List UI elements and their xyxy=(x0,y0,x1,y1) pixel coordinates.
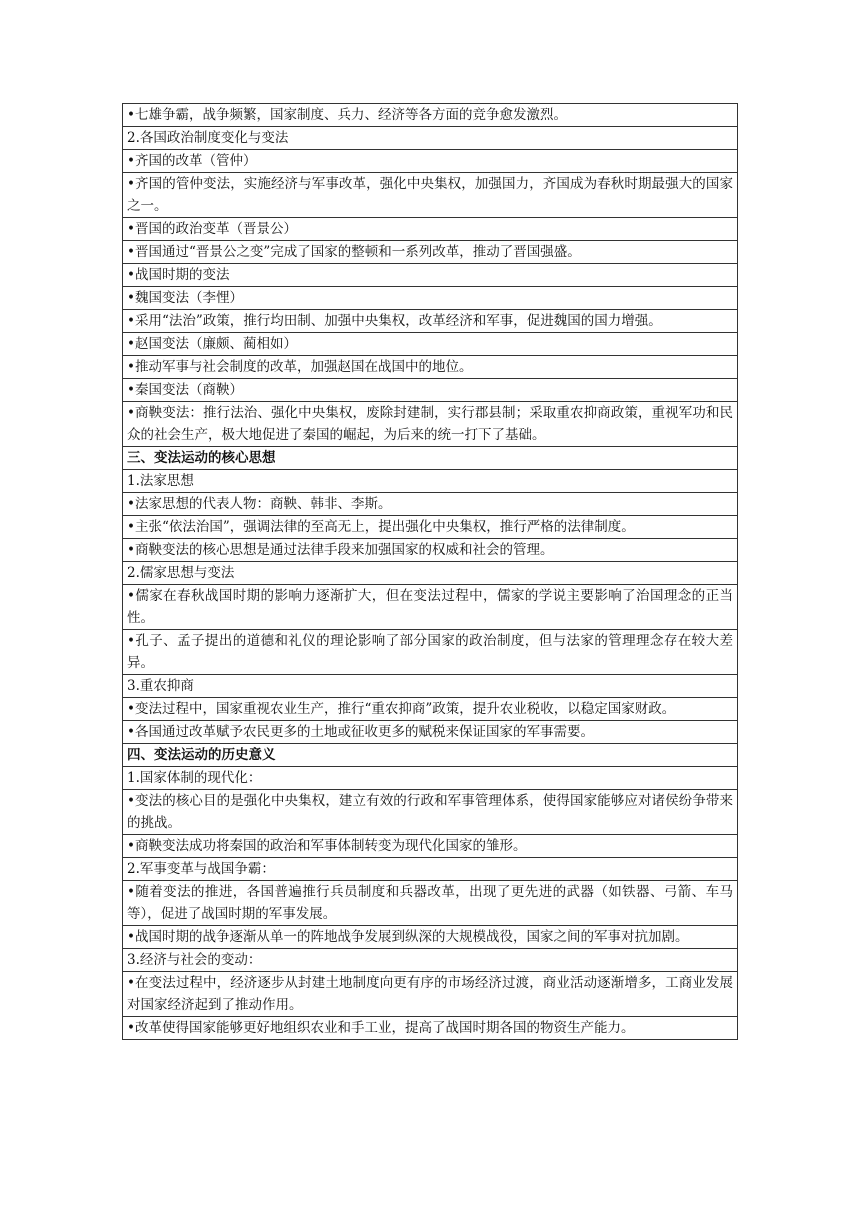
table-cell: •战国时期的变法 xyxy=(123,264,738,287)
table-cell: •晋国通过“晋景公之变”完成了国家的整顿和一系列改革，推动了晋国强盛。 xyxy=(123,241,738,264)
table-cell: •孔子、孟子提出的道德和礼仪的理论影响了部分国家的政治制度，但与法家的管理理念存在较大差异。 xyxy=(123,630,738,675)
table-row xyxy=(123,926,738,949)
table-row xyxy=(123,539,738,562)
table-row xyxy=(123,127,738,150)
table-cell: •晋国的政治变革（晋景公） xyxy=(123,218,738,241)
table-cell: •在变法过程中，经济逐步从封建土地制度向更有序的市场经济过渡，商业活动逐渐增多，工商业发展对国家经济起到了推动作用。 xyxy=(123,972,738,1017)
table-row xyxy=(123,310,738,333)
table-cell: •魏国变法（李悝） xyxy=(123,287,738,310)
table-row xyxy=(123,447,738,470)
table-row xyxy=(123,675,738,698)
table-cell: 2.各国政治制度变化与变法 xyxy=(123,127,738,150)
table-cell: •赵国变法（廉颇、蔺相如） xyxy=(123,333,738,356)
table-cell: •儒家在春秋战国时期的影响力逐渐扩大，但在变法过程中，儒家的学说主要影响了治国理念的正当性。 xyxy=(123,585,738,630)
table-cell: •各国通过改革赋予农民更多的土地或征收更多的赋税来保证国家的军事需要。 xyxy=(123,721,738,744)
table-row xyxy=(123,379,738,402)
table-row xyxy=(123,767,738,790)
table-row xyxy=(123,173,738,218)
table-row xyxy=(123,835,738,858)
table-cell: 2.军事变革与战国争霸： xyxy=(123,858,738,881)
table-cell: •采用“法治”政策，推行均田制、加强中央集权，改革经济和军事，促进魏国的国力增强。 xyxy=(123,310,738,333)
table-cell: •随着变法的推进，各国普遍推行兵员制度和兵器改革，出现了更先进的武器（如铁器、弓箭、车马等），促进了战国时期的军事发展。 xyxy=(123,881,738,926)
table-row xyxy=(123,790,738,835)
table-cell: •变法过程中，国家重视农业生产，推行“重农抑商”政策，提升农业税收，以稳定国家财政。 xyxy=(123,698,738,721)
content-table xyxy=(122,103,738,1040)
table-cell: •主张“依法治国”，强调法律的至高无上，提出强化中央集权，推行严格的法律制度。 xyxy=(123,516,738,539)
table-row xyxy=(123,562,738,585)
table-cell: •法家思想的代表人物：商鞅、韩非、李斯。 xyxy=(123,493,738,516)
table-row xyxy=(123,150,738,173)
table-cell: 3.重农抑商 xyxy=(123,675,738,698)
table-row xyxy=(123,333,738,356)
table-row xyxy=(123,881,738,926)
table-row xyxy=(123,630,738,675)
table-row xyxy=(123,1017,738,1040)
table-cell: •商鞅变法：推行法治、强化中央集权，废除封建制，实行郡县制；采取重农抑商政策，重视军功和民众的社会生产，极大地促进了秦国的崛起，为后来的统一打下了基础。 xyxy=(123,402,738,447)
table-cell: •齐国的管仲变法，实施经济与军事改革，强化中央集权，加强国力，齐国成为春秋时期最强大的国家之一。 xyxy=(123,173,738,218)
table-cell: 1.国家体制的现代化： xyxy=(123,767,738,790)
table-row xyxy=(123,721,738,744)
table-row xyxy=(123,218,738,241)
table-row xyxy=(123,516,738,539)
table-cell: •战国时期的战争逐渐从单一的阵地战争发展到纵深的大规模战役，国家之间的军事对抗加剧。 xyxy=(123,926,738,949)
table-cell: •改革使得国家能够更好地组织农业和手工业，提高了战国时期各国的物资生产能力。 xyxy=(123,1017,738,1040)
table-row xyxy=(123,402,738,447)
table-cell: •秦国变法（商鞅） xyxy=(123,379,738,402)
table-row xyxy=(123,858,738,881)
table-cell: 1.法家思想 xyxy=(123,470,738,493)
table-row xyxy=(123,470,738,493)
section-heading: 三、变法运动的核心思想 xyxy=(123,447,738,470)
table-row xyxy=(123,287,738,310)
table-cell: •商鞅变法的核心思想是通过法律手段来加强国家的权威和社会的管理。 xyxy=(123,539,738,562)
table-row xyxy=(123,493,738,516)
table-row xyxy=(123,972,738,1017)
table-row xyxy=(123,698,738,721)
table-row xyxy=(123,744,738,767)
table-body xyxy=(123,104,738,1040)
table-cell: •推动军事与社会制度的改革，加强赵国在战国中的地位。 xyxy=(123,356,738,379)
table-cell: •商鞅变法成功将秦国的政治和军事体制转变为现代化国家的雏形。 xyxy=(123,835,738,858)
table-row xyxy=(123,264,738,287)
table-cell: 3.经济与社会的变动： xyxy=(123,949,738,972)
table-row xyxy=(123,241,738,264)
table-cell: 2.儒家思想与变法 xyxy=(123,562,738,585)
table-row xyxy=(123,104,738,127)
table-row xyxy=(123,356,738,379)
table-cell: •齐国的改革（管仲） xyxy=(123,150,738,173)
table-cell: •变法的核心目的是强化中央集权，建立有效的行政和军事管理体系，使得国家能够应对诸侯纷争带来的挑战。 xyxy=(123,790,738,835)
table-row xyxy=(123,585,738,630)
table-cell: •七雄争霸，战争频繁，国家制度、兵力、经济等各方面的竞争愈发激烈。 xyxy=(123,104,738,127)
section-heading: 四、变法运动的历史意义 xyxy=(123,744,738,767)
table-row xyxy=(123,949,738,972)
